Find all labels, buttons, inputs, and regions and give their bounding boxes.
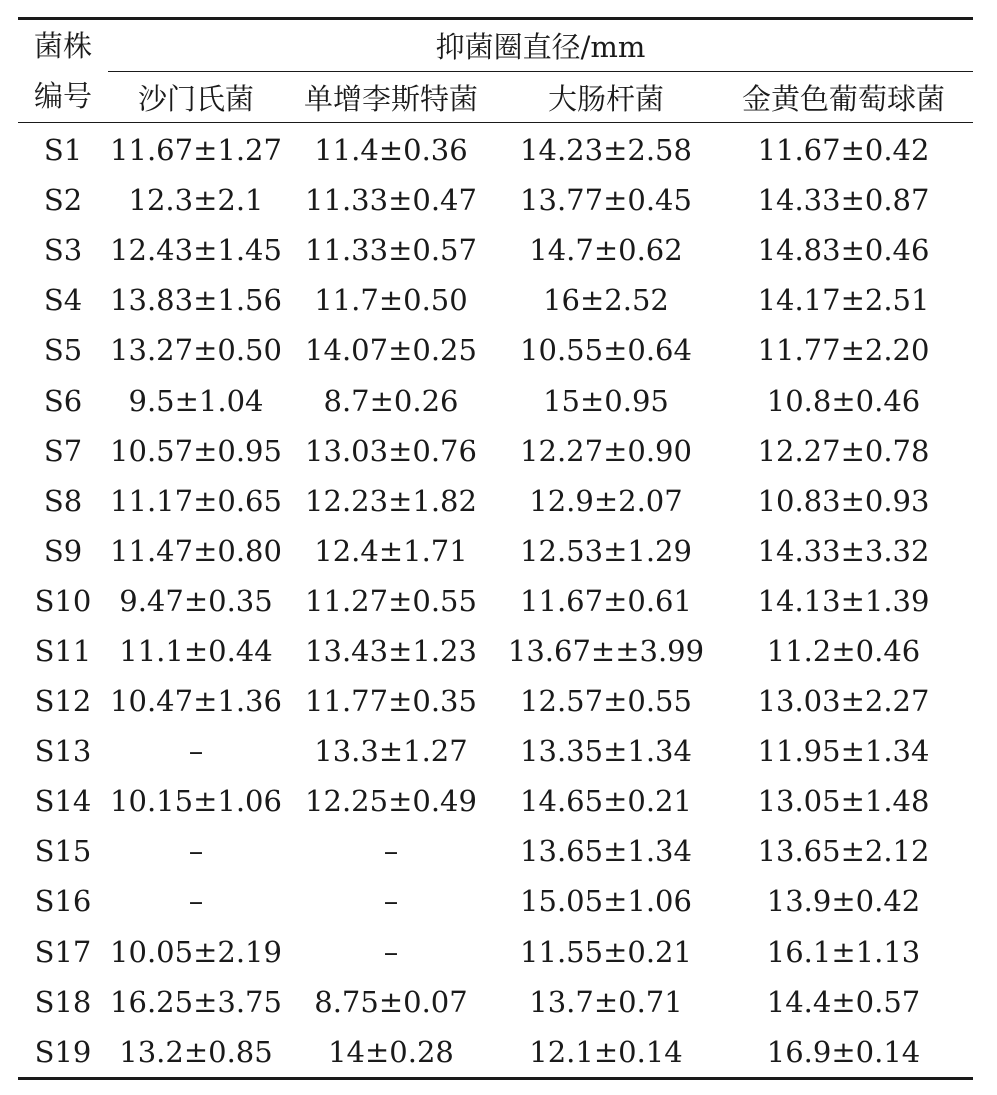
diameter-value-cell: 11.7±0.50 — [314, 283, 468, 318]
inhibition-zone-table — [18, 17, 973, 1080]
diameter-value-cell: 12.53±1.29 — [520, 533, 692, 568]
table-row — [18, 576, 973, 626]
strain-id-cell: S8 — [43, 483, 83, 518]
diameter-value-cell: 16.25±3.75 — [110, 984, 282, 1019]
diameter-value-cell: 8.75±0.07 — [314, 984, 468, 1019]
diameter-value-cell: 16.1±1.13 — [766, 934, 921, 969]
diameter-value-cell: 12.9±2.07 — [529, 483, 683, 518]
diameter-value-cell: 13.43±1.23 — [305, 633, 477, 668]
column-header-listeria: 单增李斯特菌 — [284, 72, 498, 123]
diameter-value-cell: 10.05±2.19 — [110, 934, 282, 969]
diameter-value-cell: 11.27±0.55 — [305, 583, 477, 618]
strain-id-cell: S6 — [43, 383, 83, 418]
diameter-value-cell: 11.55±0.21 — [520, 934, 692, 969]
diameter-value-cell: 14.65±0.21 — [520, 784, 692, 819]
diameter-value-cell: 11.33±0.47 — [305, 183, 477, 218]
diameter-value-cell: 12.3±2.1 — [128, 183, 264, 218]
diameter-value-cell: 14.4±0.57 — [766, 984, 921, 1019]
diameter-value-cell: 12.43±1.45 — [110, 233, 282, 268]
strain-id-cell: S5 — [43, 333, 83, 368]
strain-id-cell: S11 — [34, 633, 92, 668]
table-row — [18, 1027, 973, 1079]
table-row — [18, 626, 973, 676]
diameter-value-cell: 10.47±1.36 — [110, 684, 282, 719]
diameter-value-cell: 11.67±0.42 — [757, 133, 930, 168]
strain-id-header-line1: 菌株 — [33, 29, 92, 63]
diameter-value-cell: 13.9±0.42 — [766, 884, 921, 919]
strain-id-cell: S2 — [43, 183, 83, 218]
diameter-value-cell: 12.4±1.71 — [314, 533, 468, 568]
diameter-value-cell: 13.05±1.48 — [757, 784, 930, 819]
strain-id-cell: S13 — [34, 734, 92, 769]
table-row — [18, 325, 973, 375]
diameter-value-cell: 11.2±0.46 — [766, 633, 921, 668]
table-row — [18, 526, 973, 576]
diameter-value-cell: 15±0.95 — [543, 383, 669, 418]
diameter-value-cell: 11.77±2.20 — [757, 333, 930, 368]
diameter-value-cell: 12.1±0.14 — [498, 1027, 714, 1079]
table-row — [18, 123, 973, 176]
diameter-value-cell: 13.65±1.34 — [520, 834, 692, 869]
diameter-value-cell: 13.35±1.34 — [520, 734, 692, 769]
diameter-value-cell: 11.67±0.61 — [520, 583, 692, 618]
diameter-value-cell: 13.27±0.50 — [110, 333, 282, 368]
strain-id-cell: S9 — [43, 533, 83, 568]
diameter-value-cell: 12.23±1.82 — [305, 483, 477, 518]
diameter-value-cell: 16±2.52 — [543, 283, 669, 318]
column-header-staph-aureus: 金黄色葡萄球菌 — [714, 72, 973, 123]
diameter-value-cell: 11.47±0.80 — [110, 533, 282, 568]
diameter-value-cell: 12.25±0.49 — [305, 784, 477, 819]
diameter-value-cell: – — [383, 834, 399, 869]
diameter-value-cell: 14.17±2.51 — [757, 283, 930, 318]
diameter-value-cell: 13.3±1.27 — [314, 734, 468, 769]
table-row — [18, 225, 973, 275]
inhibition-diameter-header: 抑菌圈直径/mm — [108, 19, 973, 72]
column-header-salmonella: 沙门氏菌 — [108, 72, 284, 123]
diameter-value-cell: 14.33±0.87 — [757, 183, 930, 218]
table-row — [18, 927, 973, 977]
diameter-value-cell: 13.67±±3.99 — [507, 633, 705, 668]
strain-id-header — [18, 19, 108, 123]
diameter-value-cell: – — [383, 884, 399, 919]
diameter-value-cell: 11.95±1.34 — [757, 734, 930, 769]
strain-id-cell: S1 — [43, 133, 83, 168]
diameter-value-cell: 14.07±0.25 — [305, 333, 477, 368]
strain-id-cell: S18 — [34, 984, 92, 1019]
diameter-value-cell: 9.47±0.35 — [119, 583, 273, 618]
diameter-value-cell: 11.33±0.57 — [305, 233, 477, 268]
table-row — [18, 275, 973, 325]
table-row — [18, 676, 973, 726]
table-body — [18, 123, 973, 1079]
diameter-value-cell: 11.4±0.36 — [314, 133, 468, 168]
diameter-value-cell: 11.67±1.27 — [110, 133, 282, 168]
diameter-value-cell: 14.83±0.46 — [757, 233, 930, 268]
diameter-value-cell: 10.15±1.06 — [110, 784, 282, 819]
diameter-value-cell: 8.7±0.26 — [323, 383, 459, 418]
strain-id-header-line2: 编号 — [33, 79, 92, 113]
diameter-value-cell: – — [188, 734, 204, 769]
table-row — [18, 876, 973, 926]
diameter-value-cell: 13.03±0.76 — [305, 433, 477, 468]
strain-id-cell: S12 — [34, 684, 92, 719]
diameter-value-cell: 12.27±0.90 — [520, 433, 692, 468]
diameter-value-cell: 10.83±0.93 — [757, 483, 930, 518]
diameter-value-cell: 11.1±0.44 — [119, 633, 273, 668]
strain-id-cell: S7 — [43, 433, 83, 468]
diameter-value-cell: 14.23±2.58 — [520, 133, 692, 168]
diameter-value-cell: 10.8±0.46 — [766, 383, 921, 418]
table-row — [18, 776, 973, 826]
strain-id-cell: S14 — [34, 784, 92, 819]
diameter-value-cell: 14.33±3.32 — [757, 533, 930, 568]
diameter-value-cell: – — [188, 834, 204, 869]
table-row — [18, 826, 973, 876]
diameter-value-cell: 15.05±1.06 — [520, 884, 692, 919]
table-row — [18, 726, 973, 776]
diameter-value-cell: – — [188, 884, 204, 919]
diameter-value-cell: 14.7±0.62 — [529, 233, 683, 268]
diameter-value-cell: – — [383, 934, 399, 969]
diameter-value-cell: 14.13±1.39 — [757, 583, 930, 618]
strain-id-cell: S15 — [34, 834, 92, 869]
diameter-value-cell: 13.03±2.27 — [757, 684, 930, 719]
diameter-value-cell: 9.5±1.04 — [128, 383, 264, 418]
strain-id-cell: S16 — [34, 884, 92, 919]
diameter-value-cell: 12.57±0.55 — [520, 684, 692, 719]
diameter-value-cell: 13.83±1.56 — [110, 283, 282, 318]
diameter-value-cell: 13.2±0.85 — [108, 1027, 284, 1079]
column-header-ecoli: 大肠杆菌 — [498, 72, 714, 123]
diameter-value-cell: 11.17±0.65 — [110, 483, 282, 518]
diameter-value-cell: 13.77±0.45 — [520, 183, 692, 218]
diameter-value-cell: 11.77±0.35 — [305, 684, 477, 719]
table-row — [18, 375, 973, 425]
strain-id-cell: S17 — [34, 934, 92, 969]
diameter-value-cell: 12.27±0.78 — [757, 433, 930, 468]
strain-id-cell: S4 — [43, 283, 83, 318]
table-row — [18, 175, 973, 225]
table-row — [18, 977, 973, 1027]
table-row — [18, 476, 973, 526]
diameter-value-cell: 13.65±2.12 — [757, 834, 930, 869]
diameter-value-cell: 16.9±0.14 — [714, 1027, 973, 1079]
strain-id-cell: S3 — [43, 233, 83, 268]
table-header — [18, 19, 973, 123]
diameter-value-cell: 10.57±0.95 — [110, 433, 282, 468]
table-row — [18, 426, 973, 476]
strain-id-cell: S19 — [18, 1027, 108, 1079]
diameter-value-cell: 10.55±0.64 — [520, 333, 692, 368]
diameter-value-cell: 13.7±0.71 — [529, 984, 683, 1019]
diameter-value-cell: 14±0.28 — [284, 1027, 498, 1079]
strain-id-cell: S10 — [34, 583, 92, 618]
